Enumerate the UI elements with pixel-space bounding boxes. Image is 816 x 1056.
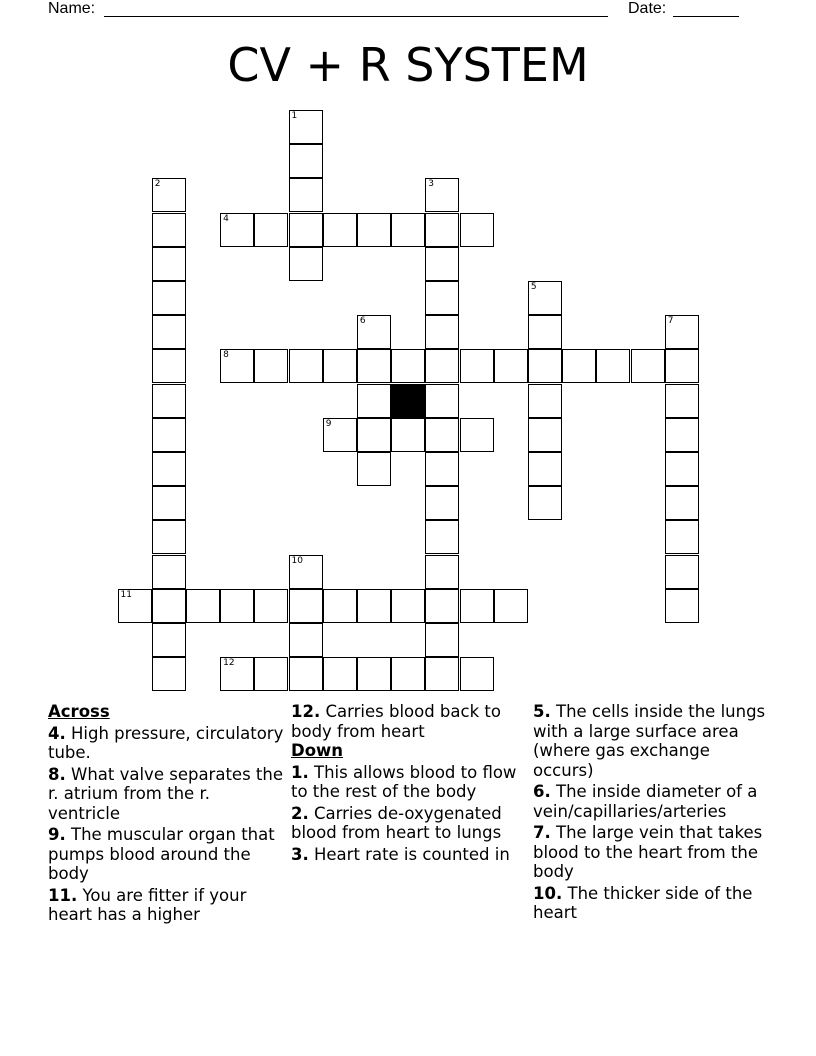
crossword-cell[interactable]	[152, 384, 186, 418]
crossword-cell[interactable]	[665, 384, 699, 418]
crossword-cell[interactable]	[460, 589, 494, 623]
clue-number: 7.	[533, 823, 551, 842]
clue-text: High pressure, circulatory tube.	[48, 723, 284, 762]
crossword-cell[interactable]	[152, 213, 186, 247]
crossword-cell[interactable]	[425, 555, 459, 589]
crossword-cell[interactable]	[152, 349, 186, 383]
clue-text: The thicker side of the heart	[533, 883, 753, 922]
clue-text: You are fitter if your heart has a higher	[48, 885, 247, 924]
crossword-cell[interactable]	[528, 384, 562, 418]
crossword-cell[interactable]	[425, 418, 459, 452]
crossword-cell[interactable]	[528, 418, 562, 452]
crossword-cell[interactable]	[425, 315, 459, 349]
crossword-cell[interactable]	[357, 589, 391, 623]
crossword-cell[interactable]	[152, 555, 186, 589]
crossword-cell[interactable]	[289, 657, 323, 691]
crossword-cell[interactable]	[425, 486, 459, 520]
clue-number: 10.	[533, 883, 563, 903]
crossword-cell[interactable]	[289, 110, 323, 144]
crossword-cell[interactable]	[323, 349, 357, 383]
name-label: Name:	[48, 0, 96, 17]
crossword-cell[interactable]	[289, 213, 323, 247]
crossword-cell[interactable]	[152, 657, 186, 691]
crossword-cell[interactable]	[528, 486, 562, 520]
crossword-cell[interactable]	[528, 315, 562, 349]
crossword-cell[interactable]	[289, 349, 323, 383]
crossword-cell[interactable]	[220, 589, 254, 623]
crossword-cell[interactable]	[460, 657, 494, 691]
crossword-cell[interactable]	[152, 589, 186, 623]
crossword-cell[interactable]	[152, 315, 186, 349]
clue-down-5	[533, 702, 769, 780]
crossword-cell[interactable]	[425, 213, 459, 247]
crossword-cell[interactable]	[494, 349, 528, 383]
clue-number: 3.	[291, 844, 309, 864]
crossword-cell[interactable]	[665, 555, 699, 589]
crossword-cell[interactable]	[425, 384, 459, 418]
across-heading: Across	[48, 702, 110, 721]
clue-text: The cells inside the lungs with a large surface area (where gas exchange occurs)	[533, 702, 766, 780]
crossword-cell[interactable]	[425, 281, 459, 315]
crossword-cell[interactable]	[323, 213, 357, 247]
down-heading: Down	[291, 741, 344, 760]
crossword-cell[interactable]	[323, 657, 357, 691]
clue-across-12	[291, 702, 527, 741]
crossword-cell[interactable]	[665, 520, 699, 554]
clue-column-1	[48, 702, 284, 925]
crossword-cell[interactable]	[425, 657, 459, 691]
crossword-cell[interactable]	[254, 349, 288, 383]
crossword-cell[interactable]	[631, 349, 665, 383]
clue-text: The inside diameter of a vein/capillaries/arteries	[533, 782, 758, 821]
crossword-cell[interactable]	[152, 486, 186, 520]
clue-across-9	[48, 825, 284, 884]
crossword-cell[interactable]	[425, 349, 459, 383]
cell-number: 5	[530, 282, 537, 292]
clue-across-8	[48, 765, 284, 824]
crossword-cell[interactable]	[357, 315, 391, 349]
crossword-cell[interactable]	[357, 384, 391, 418]
crossword-cell[interactable]	[391, 418, 425, 452]
crossword-cell[interactable]	[220, 657, 254, 691]
crossword-cell[interactable]	[425, 520, 459, 554]
clue-number: 8.	[48, 764, 66, 784]
crossword-cell[interactable]	[152, 281, 186, 315]
crossword-cell[interactable]	[391, 213, 425, 247]
crossword-cell[interactable]	[460, 418, 494, 452]
crossword-cell[interactable]	[562, 349, 596, 383]
crossword-cell[interactable]	[357, 213, 391, 247]
clue-across-4	[48, 724, 284, 763]
crossword-cell[interactable]	[357, 657, 391, 691]
crossword-cell[interactable]	[254, 213, 288, 247]
clue-down-2	[291, 804, 527, 843]
crossword-cell[interactable]	[152, 520, 186, 554]
cell-number: 9	[325, 418, 332, 429]
crossword-cell[interactable]	[289, 247, 323, 281]
crossword-cell[interactable]	[254, 657, 288, 691]
crossword-cell[interactable]	[118, 589, 152, 623]
clue-text: Carries de-oxygenated blood from heart to lungs	[291, 803, 502, 842]
crossword-cell[interactable]	[665, 349, 699, 383]
cell-number: 8	[223, 350, 229, 361]
crossword-cell[interactable]	[357, 452, 391, 486]
clue-text: Carries blood back to body from heart	[291, 702, 501, 741]
crossword-cell[interactable]	[494, 589, 528, 623]
cell-number: 6	[359, 316, 366, 327]
crossword-cell[interactable]	[665, 418, 699, 452]
crossword-cell[interactable]	[254, 589, 288, 623]
crossword-cell[interactable]	[152, 418, 186, 452]
crossword-cell[interactable]	[460, 213, 494, 247]
cell-number: 3	[428, 179, 435, 190]
clue-down-10	[533, 884, 769, 923]
crossword-cell[interactable]	[528, 281, 562, 315]
clue-text: What valve separates the r. atrium from the r. ventricle	[48, 764, 283, 823]
clue-number: 11.	[48, 885, 78, 905]
page-title: CV + R SYSTEM	[227, 38, 589, 92]
date-label: Date:	[628, 0, 667, 17]
cell-number: 1	[291, 111, 298, 121]
crossword-cell[interactable]	[152, 247, 186, 281]
crossword-cell[interactable]	[665, 315, 699, 349]
crossword-cell[interactable]	[596, 349, 630, 383]
crossword-cell[interactable]	[186, 589, 220, 623]
cell-number: 2	[154, 179, 161, 190]
crossword-cell[interactable]	[357, 349, 391, 383]
cell-number: 10	[291, 555, 303, 566]
clue-number: 1.	[291, 762, 309, 782]
clue-column-3	[533, 702, 769, 923]
clue-text: The muscular organ that pumps blood around the body	[48, 825, 275, 883]
crossword-cell[interactable]	[528, 349, 562, 383]
crossword-cell[interactable]	[425, 623, 459, 657]
clue-number: 2.	[291, 803, 309, 823]
crossword-cell[interactable]	[220, 349, 254, 383]
crossword-cell[interactable]	[425, 452, 459, 486]
crossword-cell[interactable]	[391, 657, 425, 691]
crossword-cell[interactable]	[665, 486, 699, 520]
crossword-cell[interactable]	[323, 589, 357, 623]
cell-number: 12	[223, 658, 235, 669]
clue-column-2	[291, 702, 527, 864]
clue-across-11	[48, 886, 284, 925]
clue-down-1	[291, 763, 527, 802]
black-square	[391, 384, 425, 418]
clue-number: 9.	[48, 825, 66, 844]
cell-number: 7	[667, 316, 674, 327]
crossword-cell[interactable]	[289, 178, 323, 212]
clue-text: This allows blood to flow to the rest of the body	[291, 762, 517, 801]
clue-number: 4.	[48, 723, 66, 743]
crossword-cell[interactable]	[152, 452, 186, 486]
crossword-cell[interactable]	[323, 418, 357, 452]
clue-text: The large vein that takes blood to the heart from the body	[533, 823, 763, 881]
crossword-cell[interactable]	[391, 349, 425, 383]
clue-number: 5.	[533, 702, 551, 721]
crossword-cell[interactable]	[425, 247, 459, 281]
crossword-cell[interactable]	[357, 418, 391, 452]
cell-number: 11	[120, 589, 132, 600]
crossword-cell[interactable]	[289, 623, 323, 657]
cell-number: 4	[223, 213, 229, 224]
clue-down-6	[533, 782, 769, 821]
crossword-cell[interactable]	[220, 213, 254, 247]
crossword-cell[interactable]	[665, 452, 699, 486]
clue-number: 12.	[291, 702, 321, 721]
crossword-cell[interactable]	[425, 589, 459, 623]
clue-text: Heart rate is counted in	[314, 844, 510, 864]
crossword-cell[interactable]	[289, 589, 323, 623]
clue-number: 6.	[533, 782, 551, 801]
clue-down-7	[533, 823, 769, 882]
crossword-cell[interactable]	[528, 452, 562, 486]
crossword-cell[interactable]	[391, 589, 425, 623]
crossword-cell[interactable]	[152, 623, 186, 657]
crossword-cell[interactable]	[425, 178, 459, 212]
crossword-cell[interactable]	[460, 349, 494, 383]
crossword-cell[interactable]	[152, 178, 186, 212]
crossword-cell[interactable]	[289, 555, 323, 589]
crossword-cell[interactable]	[665, 589, 699, 623]
clue-down-3	[291, 845, 527, 865]
crossword-cell[interactable]	[289, 144, 323, 178]
